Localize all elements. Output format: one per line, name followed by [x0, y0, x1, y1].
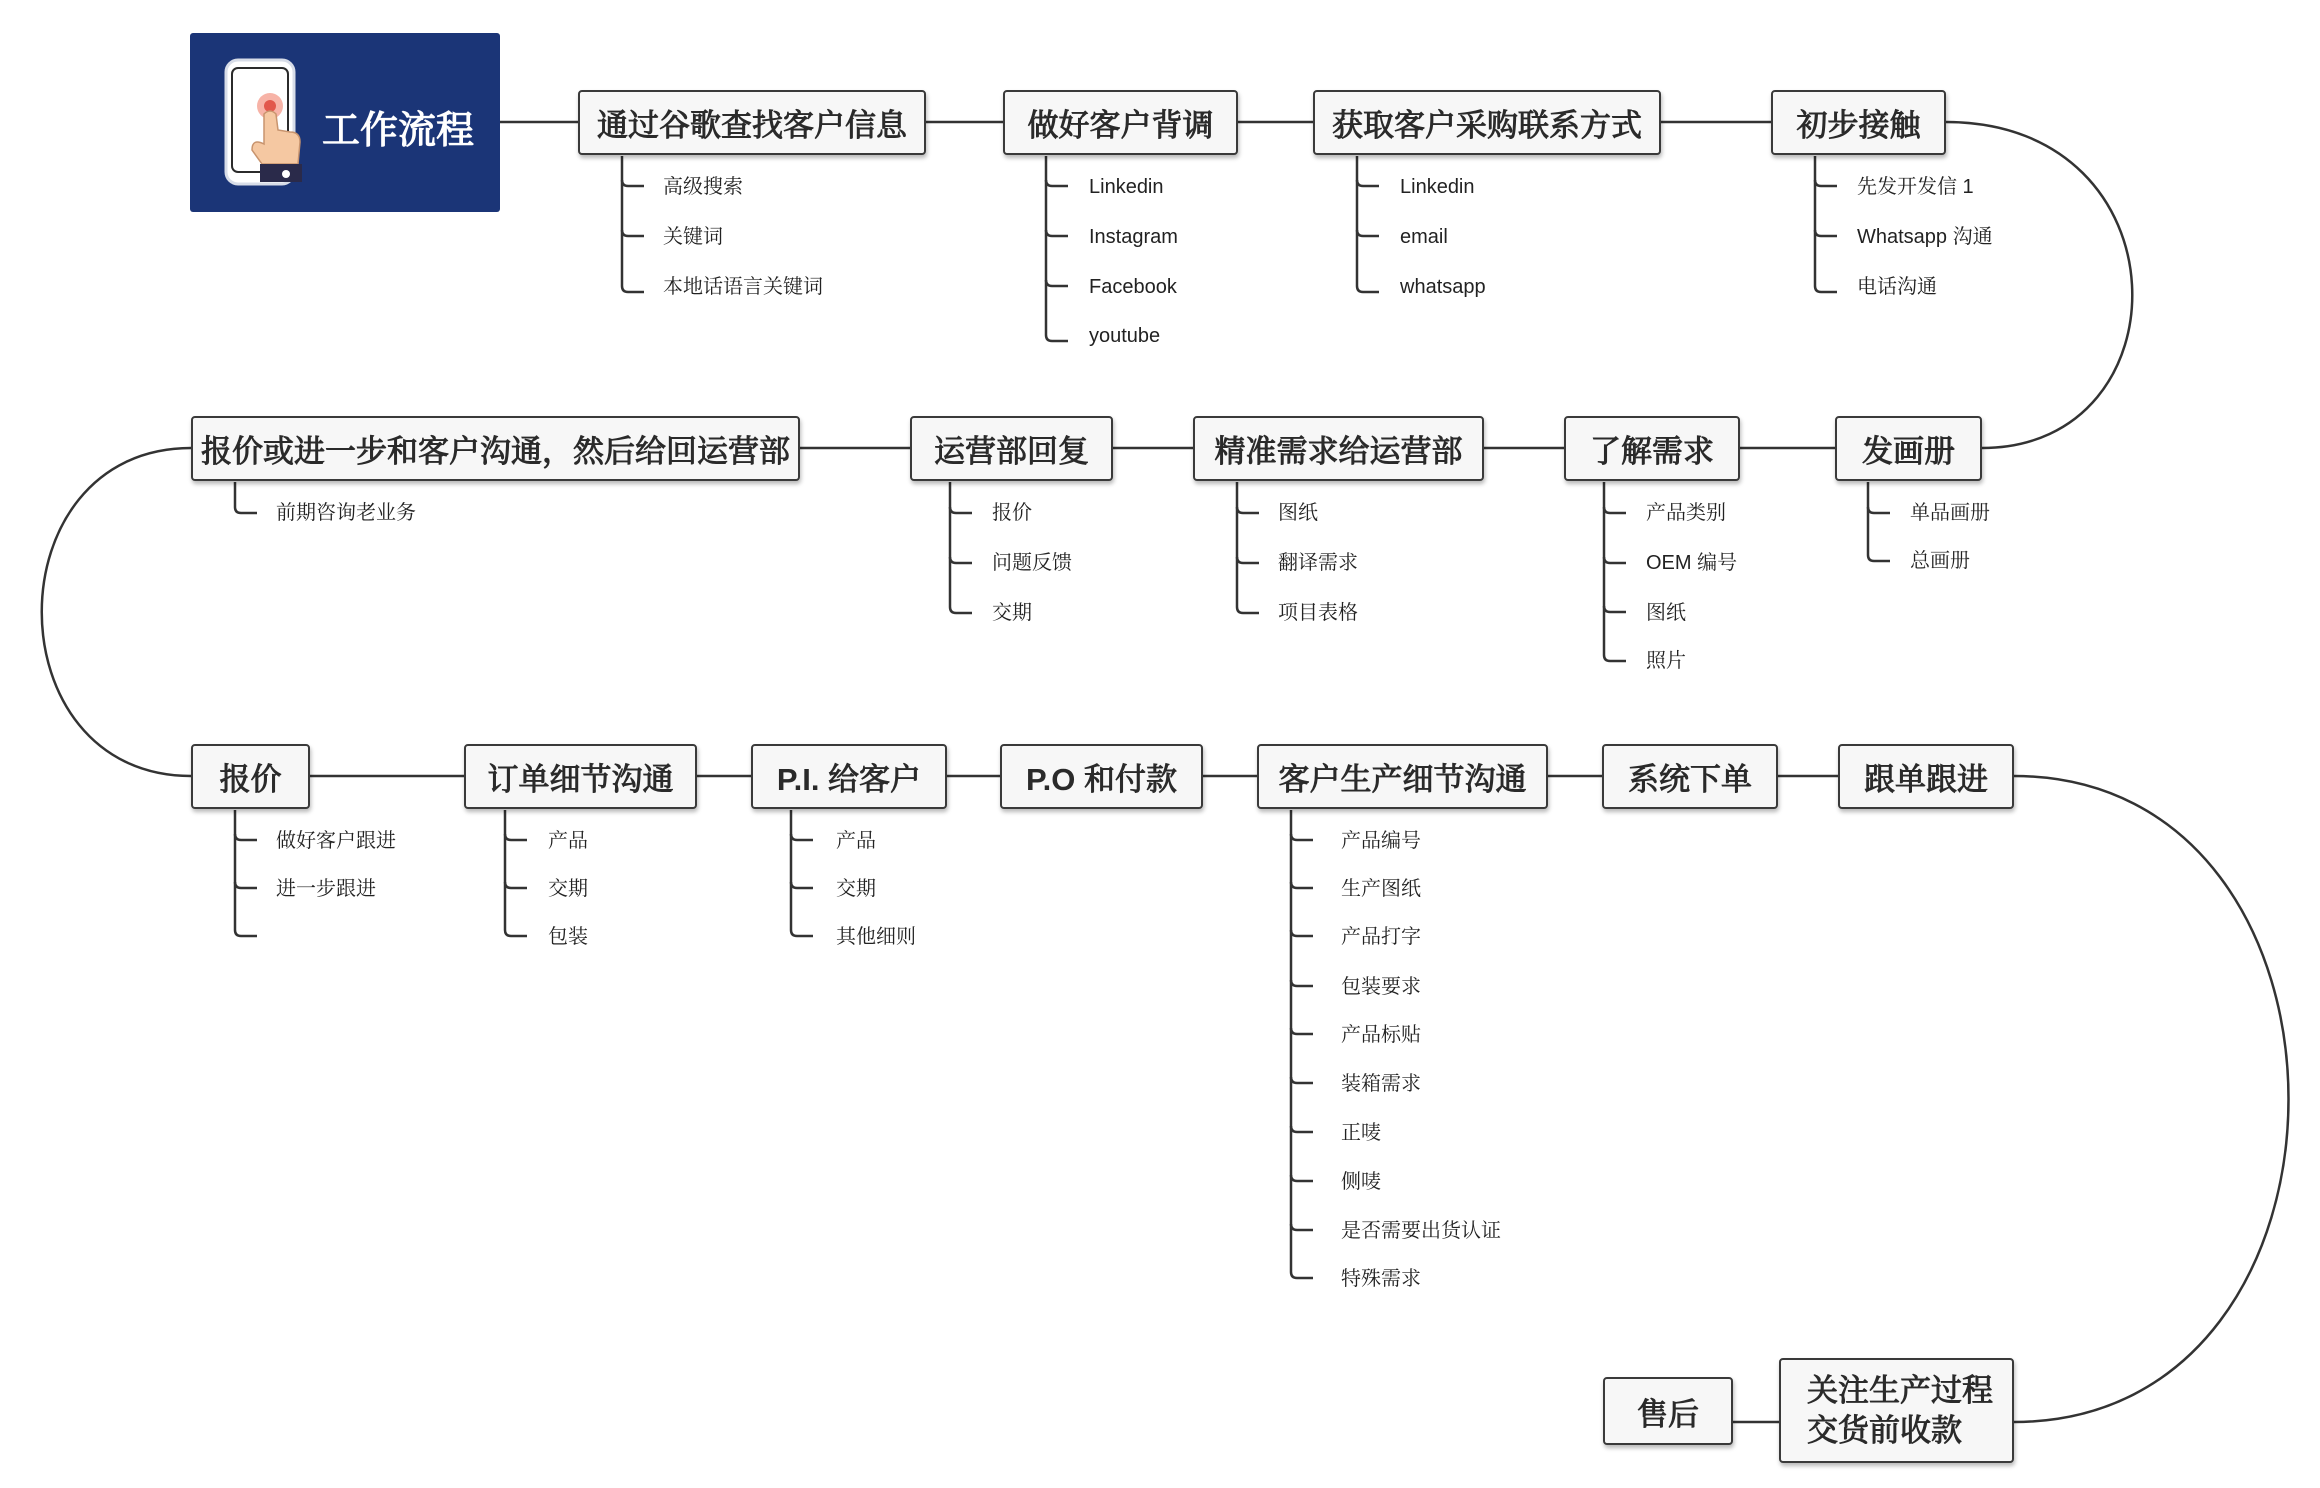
list-item: 是否需要出货认证 — [1341, 1220, 1501, 1242]
list-item: email — [1400, 226, 1448, 248]
list-item: 图纸 — [1278, 502, 1318, 524]
node-system-order[interactable]: 系统下单 — [1602, 744, 1778, 809]
list-item: 高级搜索 — [663, 176, 743, 198]
list-item: 图纸 — [1646, 602, 1686, 624]
list-item: Linkedin — [1089, 176, 1164, 198]
node-customer-background[interactable]: 做好客户背调 — [1003, 90, 1238, 155]
node-production-details[interactable]: 客户生产细节沟通 — [1257, 744, 1548, 809]
list-item: Linkedin — [1400, 176, 1475, 198]
list-item: 包装要求 — [1341, 976, 1421, 998]
list-item: 电话沟通 — [1857, 276, 1937, 298]
list-item: 交期 — [548, 878, 588, 900]
node-ops-reply[interactable]: 运营部回复 — [910, 416, 1113, 481]
list-item: 单品画册 — [1910, 502, 1990, 524]
list-item: whatsapp — [1400, 276, 1486, 298]
list-item: 交期 — [836, 878, 876, 900]
node-quote[interactable]: 报价 — [191, 744, 310, 809]
list-item: 照片 — [1646, 650, 1686, 672]
list-item: 问题反馈 — [992, 552, 1072, 574]
list-item: 特殊需求 — [1341, 1268, 1421, 1290]
list-item: 产品编号 — [1341, 830, 1421, 852]
list-item: 本地话语言关键词 — [663, 276, 823, 298]
node-line: 交货前收款 — [1807, 1412, 1962, 1448]
list-item: 侧唛 — [1341, 1171, 1381, 1193]
list-item: 交期 — [992, 602, 1032, 624]
node-understand-needs[interactable]: 了解需求 — [1564, 416, 1740, 481]
list-item: 先发开发信 1 — [1857, 176, 1974, 198]
node-line: 关注生产过程 — [1807, 1372, 1993, 1408]
list-item: 项目表格 — [1278, 602, 1358, 624]
node-contact-info[interactable]: 获取客户采购联系方式 — [1313, 90, 1661, 155]
node-send-catalog[interactable]: 发画册 — [1835, 416, 1982, 481]
list-item: 其他细则 — [836, 926, 916, 948]
list-item: Facebook — [1089, 276, 1177, 298]
list-item: youtube — [1089, 325, 1161, 347]
list-item: 产品 — [836, 830, 876, 852]
list-item: 正唛 — [1341, 1122, 1381, 1144]
list-item: 进一步跟进 — [276, 878, 376, 900]
list-item: 报价 — [992, 502, 1032, 524]
node-order-details[interactable]: 订单细节沟通 — [464, 744, 697, 809]
node-initial-contact[interactable]: 初步接触 — [1771, 90, 1946, 155]
list-item: Instagram — [1089, 226, 1178, 248]
node-po-payment[interactable]: P.O 和付款 — [1000, 744, 1203, 809]
node-precise-requirements[interactable]: 精准需求给运营部 — [1193, 416, 1484, 481]
phone-tap-icon — [222, 58, 312, 188]
node-quote-feedback[interactable]: 报价或进一步和客户沟通，然后给回运营部 — [191, 416, 800, 481]
list-item: 产品 — [548, 830, 588, 852]
list-item: 产品类别 — [1646, 502, 1726, 524]
node-pi-to-customer[interactable]: P.I. 给客户 — [751, 744, 947, 809]
list-item: 做好客户跟进 — [276, 830, 396, 852]
page-title: 工作流程 — [322, 110, 475, 152]
node-google-search[interactable]: 通过谷歌查找客户信息 — [578, 90, 926, 155]
list-item: 生产图纸 — [1341, 878, 1421, 900]
list-item: 前期咨询老业务 — [276, 502, 416, 524]
node-after-sales[interactable]: 售后 — [1603, 1377, 1733, 1445]
list-item: 关键词 — [663, 226, 723, 248]
list-item: 产品打字 — [1341, 926, 1421, 948]
list-item: 总画册 — [1910, 550, 1970, 572]
list-item: 产品标贴 — [1341, 1024, 1421, 1046]
list-item: 包装 — [548, 926, 588, 948]
title-block — [190, 33, 500, 212]
list-item: 装箱需求 — [1341, 1073, 1421, 1095]
list-item: 翻译需求 — [1278, 552, 1358, 574]
list-item: Whatsapp 沟通 — [1857, 226, 1993, 248]
node-production-monitoring[interactable] — [1779, 1358, 2014, 1463]
node-order-followup[interactable]: 跟单跟进 — [1838, 744, 2014, 809]
list-item: OEM 编号 — [1646, 552, 1738, 574]
